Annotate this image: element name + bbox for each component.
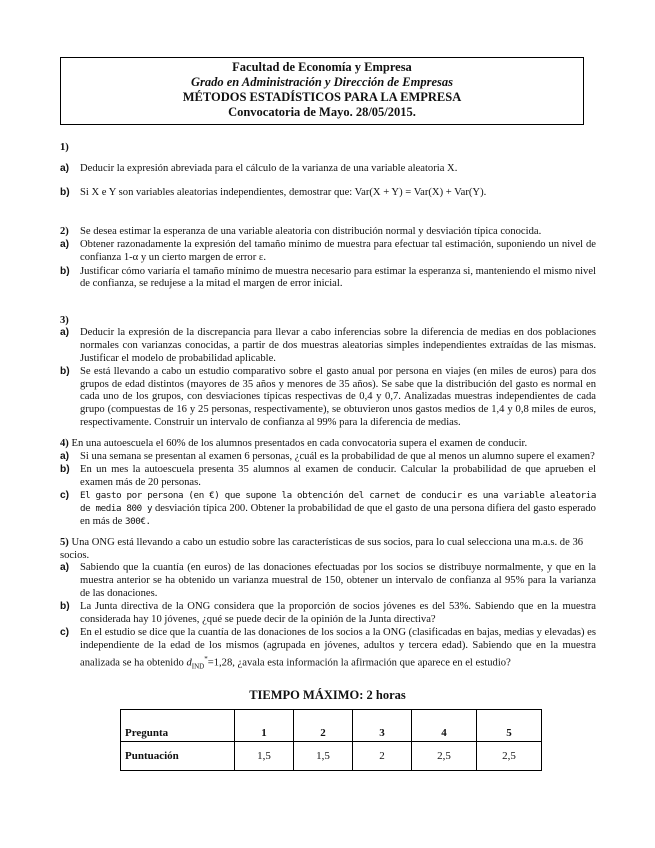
- item-text: En un mes la autoescuela presenta 35 alumnos al examen de conducir. Calcular la probabilidad de que aprueben el examen más de 20 personas.: [80, 464, 596, 488]
- question-2-intro: [60, 226, 596, 239]
- item-label: b): [60, 187, 70, 199]
- item-label: a): [60, 162, 70, 174]
- table-cell: 2: [353, 742, 412, 771]
- table-cell: 5: [477, 710, 542, 742]
- question-2b: [60, 266, 596, 291]
- question-1a: [60, 163, 596, 176]
- question-3-number: 3): [60, 314, 69, 326]
- faculty-name: Facultad de Economía y Empresa: [232, 60, 412, 74]
- item-text: Obtener razonadamente la expresión del tamaño mínimo de muestra para efectuar tal estimación, suponiendo un nivel de confianza 1-α y un cierto margen de error ε.: [80, 239, 596, 263]
- item-label: b): [60, 464, 70, 476]
- item-text: Deducir la expresión abreviada para el cálculo de la varianza de una variable aleatoria X.: [80, 162, 458, 174]
- statistic-superscript: *: [204, 654, 208, 663]
- time-limit-title: TIEMPO MÁXIMO: 2 horas: [249, 688, 406, 702]
- degree-name: Grado en Administración y Dirección de Empresas: [190, 75, 454, 89]
- item-text-rest: desviación típica 200. Obtener la probabilidad de que el gasto de una persona difiera del gasto esperado en más de: [80, 503, 596, 527]
- table-row-label: Puntuación: [121, 742, 235, 771]
- question-4c: [60, 490, 596, 528]
- exam-date: Convocatoria de Mayo. 28/05/2015.: [228, 105, 416, 119]
- question-3a: [60, 327, 596, 365]
- table-cell: 3: [353, 710, 412, 742]
- item-text-part2: =1,28, ¿avala esta información la afirmación que aparece en el estudio?: [207, 657, 511, 669]
- item-label: b): [60, 601, 70, 613]
- table-cell: 1,5: [235, 742, 294, 771]
- exam-header: [60, 57, 584, 125]
- item-label: a): [60, 239, 70, 251]
- item-text-end: 300€.: [125, 515, 151, 527]
- question-4a: [60, 451, 596, 464]
- question-1-number: 1): [60, 142, 69, 153]
- item-text: La Junta directiva de la ONG considera que la proporción de socios jóvenes es del 53%. Sabiendo que en la muestra considerada hay 10 jóvenes, ¿qué se puede decir de la opinión de la Junta directiva?: [80, 601, 596, 625]
- table-cell: 1: [235, 710, 294, 742]
- item-text: Se desea estimar la esperanza de una variable aleatoria con distribución normal y desviación típica conocida.: [80, 225, 542, 237]
- item-text: Si una semana se presentan al examen 6 personas, ¿cuál es la probabilidad de que al menos un alumno supere el examen?: [80, 450, 595, 462]
- item-text: [80, 490, 596, 528]
- item-text: [80, 627, 596, 672]
- table-row-label: Pregunta: [121, 710, 235, 742]
- score-table: [120, 709, 542, 771]
- table-cell: 1,5: [294, 742, 353, 771]
- question-2a: [60, 239, 596, 264]
- item-text: Deducir la expresión de la discrepancia para llevar a cabo inferencias sobre la diferencia de medias en dos poblaciones normales con varianzas conocidas, a partir de dos muestras aleatorias simples independientes extraídas de las mismas. Justificar el modelo de probabilidad aplicable.: [80, 327, 596, 364]
- table-cell: 2: [294, 710, 353, 742]
- question-4-intro: [60, 438, 596, 451]
- question-5a: [60, 562, 596, 600]
- question-3b: [60, 366, 596, 429]
- item-label: b): [60, 265, 70, 277]
- question-5-intro: [60, 537, 596, 562]
- table-cell: 2,5: [477, 742, 542, 771]
- item-label: a): [60, 327, 70, 339]
- exam-content: [60, 142, 596, 674]
- table-cell: 2,5: [412, 742, 477, 771]
- item-text: Una ONG está llevando a cabo un estudio sobre las características de sus socios, para lo cual selecciona una m.a.s. de 36 socios.: [60, 537, 584, 561]
- item-label: c): [60, 627, 70, 639]
- question-5-number: 5): [60, 537, 69, 549]
- course-name: MÉTODOS ESTADÍSTICOS PARA LA EMPRESA: [182, 90, 462, 104]
- item-label: c): [60, 490, 70, 502]
- question-1b: [60, 187, 596, 200]
- item-label: a): [60, 562, 70, 574]
- table-cell: 4: [412, 710, 477, 742]
- question-4-number: 4): [60, 438, 69, 450]
- item-text: Si X e Y son variables aleatorias independientes, demostrar que: Var(X + Y) = Var(X) + Var(Y).: [80, 187, 487, 199]
- statistic-symbol: d: [186, 657, 192, 669]
- table-row-questions: [121, 710, 542, 742]
- item-text: En una autoescuela el 60% de los alumnos presentados en cada convocatoria supera el examen de conducir.: [71, 438, 528, 450]
- item-text: Se está llevando a cabo un estudio comparativo sobre el gasto anual por persona en viajes (en miles de euros) para dos grupos de edad distintos (mayores de 35 años y menores de 35 años). Se sabe que la distribución del gasto es normal en cada uno de los grupos, con desviaciones típicas respectivas de 0,4 y 0,7. Analizadas muestras independientes de cada grupo (compuestas de 16 y 25 personas, respectivamente), se obtuvieron unos gastos medios de 1,4 y 0,8 miles de euros, respectivamente. Construir un intervalo de confianza al 99% para la diferencia de medias.: [80, 366, 596, 428]
- item-text: Sabiendo que la cuantía (en euros) de las donaciones efectuadas por los socios se distribuye normalmente, y que en la muestra anterior se ha obtenido un varianza muestral de 150, obtener un intervalo de confianza al 95% para la varianza de las donaciones.: [80, 562, 596, 599]
- question-5c: [60, 627, 596, 672]
- item-label: a): [60, 450, 70, 462]
- item-text: Justificar cómo variaría el tamaño mínimo de muestra necesario para estimar la esperanza si, manteniendo el mismo nivel de confianza, se redujese a la mitad el margen de error inicial.: [80, 265, 596, 290]
- table-row-scores: [121, 742, 542, 771]
- question-5b: [60, 601, 596, 626]
- item-text-part1: En el estudio se dice que la cuantía de las donaciones de los socios a la ONG (clasificadas en bajas, medias y elevadas) es independiente de la edad de los mismos (agrupada en jóvenes, adultos y tercera edad). Sabiendo que en la muestra analizada se ha obtenido: [80, 627, 596, 669]
- item-text-mono: El gasto por persona (en €) que supone la obtención del carnet de conducir es una variable aleatoria de media 800 y: [80, 490, 596, 515]
- statistic-subscript: IND: [191, 662, 205, 671]
- question-2-number: 2): [60, 225, 69, 237]
- item-label: b): [60, 366, 70, 378]
- question-4b: [60, 464, 596, 489]
